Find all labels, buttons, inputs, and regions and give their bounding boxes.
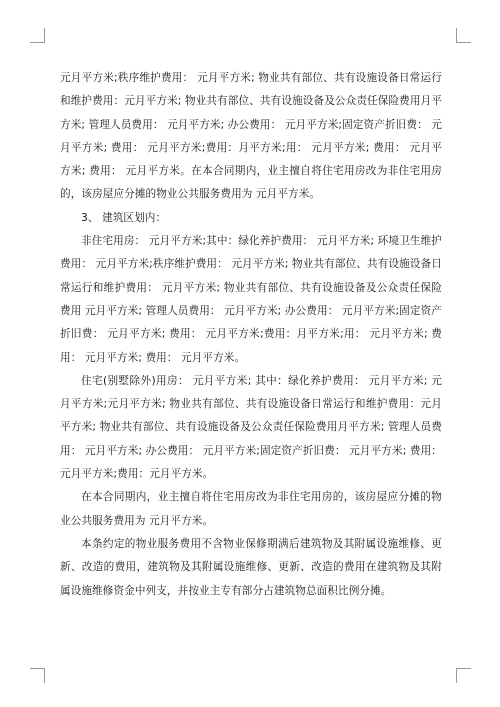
crop-mark-top-right [456,28,471,43]
paragraph-residential-fees: 住宅(别墅除外)用房： 元月平方米; 其中：绿化养护费用： 元月平方米; 元月平方米;元月平方米; 物业共有部位、共有设施设备日常运行和维护费用：元月平方米; 物业共有部位、共有设施设备及公众责任保险费用月平方米; 管理人员费用： 元月平方米; 办公费用： 元月平方米;固定资产折旧费： 元月平方米; 费用： 元月平方米;费用：元月平方米。 [60,374,442,481]
crop-mark-bottom-left [30,668,45,683]
paragraph-fee-continuation: 元月平方米;秩序维护费用： 元月平方米; 物业共有部位、共有设施设备日常运行和维护费用：元月平方米; 物业共有部位、共有设施设备及公众责任保险费用月平方米; 管理人员费用： 元月平方米; 办公费用： 元月平方米;固定资产折旧费： 元月平方米; 费用： 元月平方米;费用：月平方米;用： 元月平方米; 费用： 元月平方米; 费用： 元月平方米。在本合同期内，业主擅自将住宅用房改为非住宅用房的，该房屋应分摊的物业公共服务费用为 元月平方米。 [60,72,442,201]
section-heading-building-area: 3、 建筑区划内： [81,211,167,224]
paragraph-non-residential-fees: 非住宅用房： 元月平方米;其中：绿化养护费用： 元月平方米; 环境卫生维护费用： 元月平方米;秩序维护费用： 元月平方米; 物业共有部位、共有设施设备日常运行和维护费用： 元月平方米; 物业共有部位、共有设施设备及公众责任保险费用 元月平方米; 管理人员费用： 元月平方米; 办公费用： 元月平方米;固定资产折旧费： 元月平方米; 费用： 元月平方米;费用：月平方米;用： 元月平方米; 费用： 元月平方米; 费用： 元月平方米。 [60,235,442,364]
paragraph-conversion-clause: 在本合同期内，业主擅自将住宅用房改为非住宅用房的，该房屋应分摊的物业公共服务费用为 元月平方米。 [60,491,442,527]
crop-mark-top-left [30,28,45,43]
crop-mark-bottom-right [456,668,471,683]
paragraph-maintenance-exclusion: 本条约定的物业服务费用不含物业保修期满后建筑物及其附属设施维修、更新、改造的费用，建筑物及其附属设施维修、更新、改造的费用在建筑物及其附属设施维修资金中列支，并按业主专有部分占建筑物总面积比例分摊。 [60,537,442,597]
document-body [60,67,442,603]
